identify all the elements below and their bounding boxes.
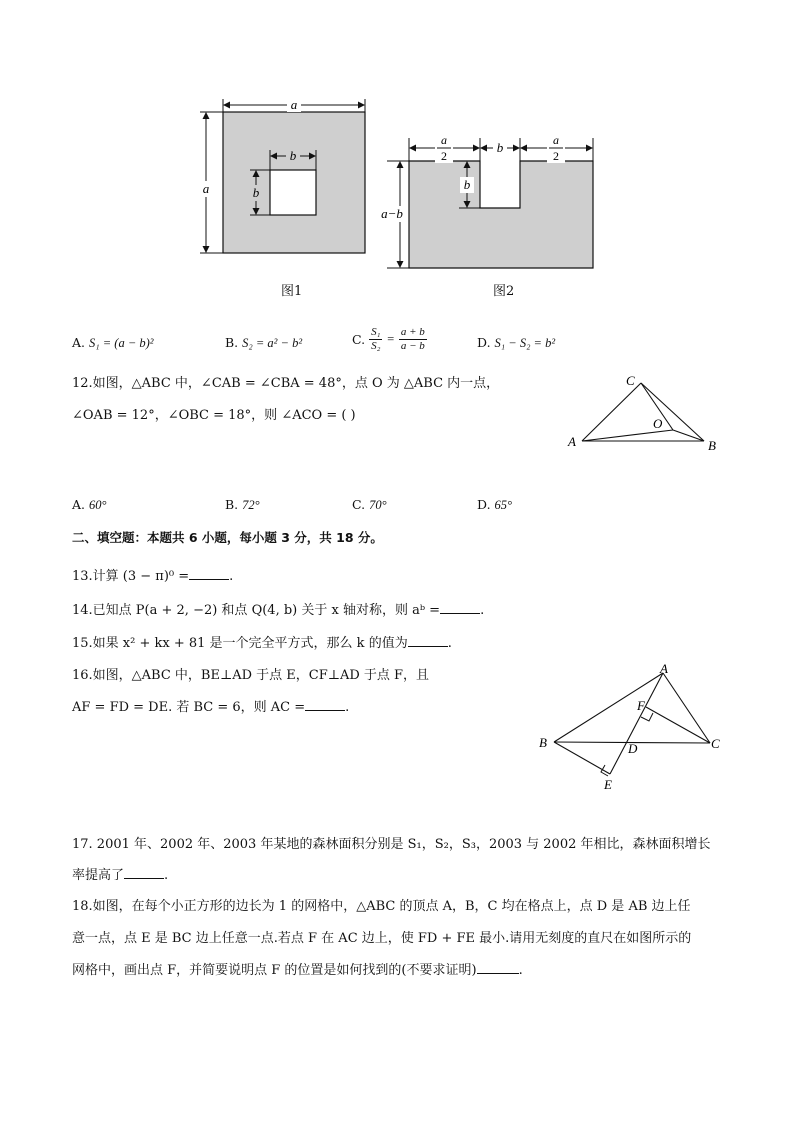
- q12-line2: ∠OAB = 12°，∠OBC = 18°，则 ∠ACO = ( ): [72, 408, 356, 423]
- q16-label-f: F: [637, 698, 645, 713]
- fig1-label-a-top: a: [290, 97, 298, 112]
- q18-line1: 18.如图，在每个小正方形的边长为 1 的网格中，△ABC 的顶点 A，B，C 均在格点上，点 D 是 AB 边上任: [72, 899, 691, 914]
- q16-line1: 16.如图，△ABC 中，BE⊥AD 于点 E，CF⊥AD 于点 F，且: [72, 668, 430, 683]
- fig2-caption: 图2: [493, 284, 515, 299]
- q14: 14.已知点 P(a + 2, −2) 和点 Q(4, b) 关于 x 轴对称，则 aᵇ = .: [72, 603, 485, 618]
- q18-line3: 网格中，画出点 F，并简要说明点 F 的位置是如何找到的(不要求证明) .: [72, 963, 523, 978]
- fig1-label-b-top: b: [289, 148, 297, 163]
- q12-option-d: D. 65°: [477, 497, 513, 512]
- q11-option-b: B. S₂ = a² − b²: [225, 335, 303, 350]
- fig2-half-den-right: 2: [553, 149, 559, 163]
- section-2-heading: 二、填空题：本题共 6 小题，每小题 3 分，共 18 分。: [72, 530, 383, 545]
- figure-1: [190, 95, 380, 275]
- q16-line2: AF = FD = DE. 若 BC = 6，则 AC = .: [72, 700, 350, 715]
- q11-option-a: A. S₁ = (a − b)²: [72, 335, 154, 350]
- q11-option-d: D. S₁ − S₂ = b²: [477, 335, 556, 350]
- q16-label-b: B: [539, 735, 547, 750]
- q12-option-b: B. 72°: [225, 497, 260, 512]
- q12-label-b: B: [708, 438, 716, 453]
- q12-label-c: C: [626, 373, 635, 388]
- q16-label-c: C: [711, 736, 720, 751]
- figure-2: [375, 130, 605, 275]
- q12-line1: 12.如图，△ABC 中，∠CAB = ∠CBA = 48°，点 O 为 △ABC 内一点，: [72, 376, 500, 391]
- fig2-label-height: a−b: [381, 206, 403, 221]
- fig2-half-num-right: a: [553, 133, 559, 147]
- fig1-label-b-side: b: [252, 185, 260, 200]
- q16-label-a: A: [660, 661, 668, 676]
- q16-label-e: E: [604, 777, 612, 792]
- q17-line2: 率提高了 .: [72, 868, 169, 883]
- fig2-half-num-left: a: [441, 133, 447, 147]
- q16-label-d: D: [628, 741, 638, 756]
- q12-label-a: A: [568, 434, 576, 449]
- q13: 13.计算 (3 − π)⁰ = .: [72, 569, 234, 584]
- q12-option-c: C. 70°: [352, 497, 387, 512]
- fig1-caption: 图1: [281, 284, 303, 299]
- fig2-shape: [409, 161, 593, 268]
- fig2-label-b-side: b: [463, 177, 471, 192]
- fig2-label-b-top: b: [496, 140, 504, 155]
- fig2-half-den-left: 2: [441, 149, 447, 163]
- q12-option-a: A. 60°: [72, 497, 107, 512]
- q12-label-o: O: [653, 416, 663, 431]
- q18-line2: 意一点，点 E 是 BC 边上任意一点.若点 F 在 AC 边上，使 FD + FE 最小.请用无刻度的直尺在如图所示的: [72, 931, 692, 946]
- fig1-inner-square: [270, 170, 316, 215]
- q17-line1: 17. 2001 年、2002 年、2003 年某地的森林面积分别是 S₁，S₂，S₃，2003 与 2002 年相比，森林面积增长: [72, 837, 711, 852]
- fig1-label-a-side: a: [202, 181, 210, 196]
- q11-option-c: C. $\frac{\text{S₁}}{\text{S₂}}$ = $\frac{a + b}{a - b}$: [352, 326, 425, 352]
- q16-figure: [532, 658, 732, 794]
- q15: 15.如果 x² + kx + 81 是一个完全平方式，那么 k 的值为 .: [72, 636, 452, 651]
- q12-figure: [562, 370, 732, 456]
